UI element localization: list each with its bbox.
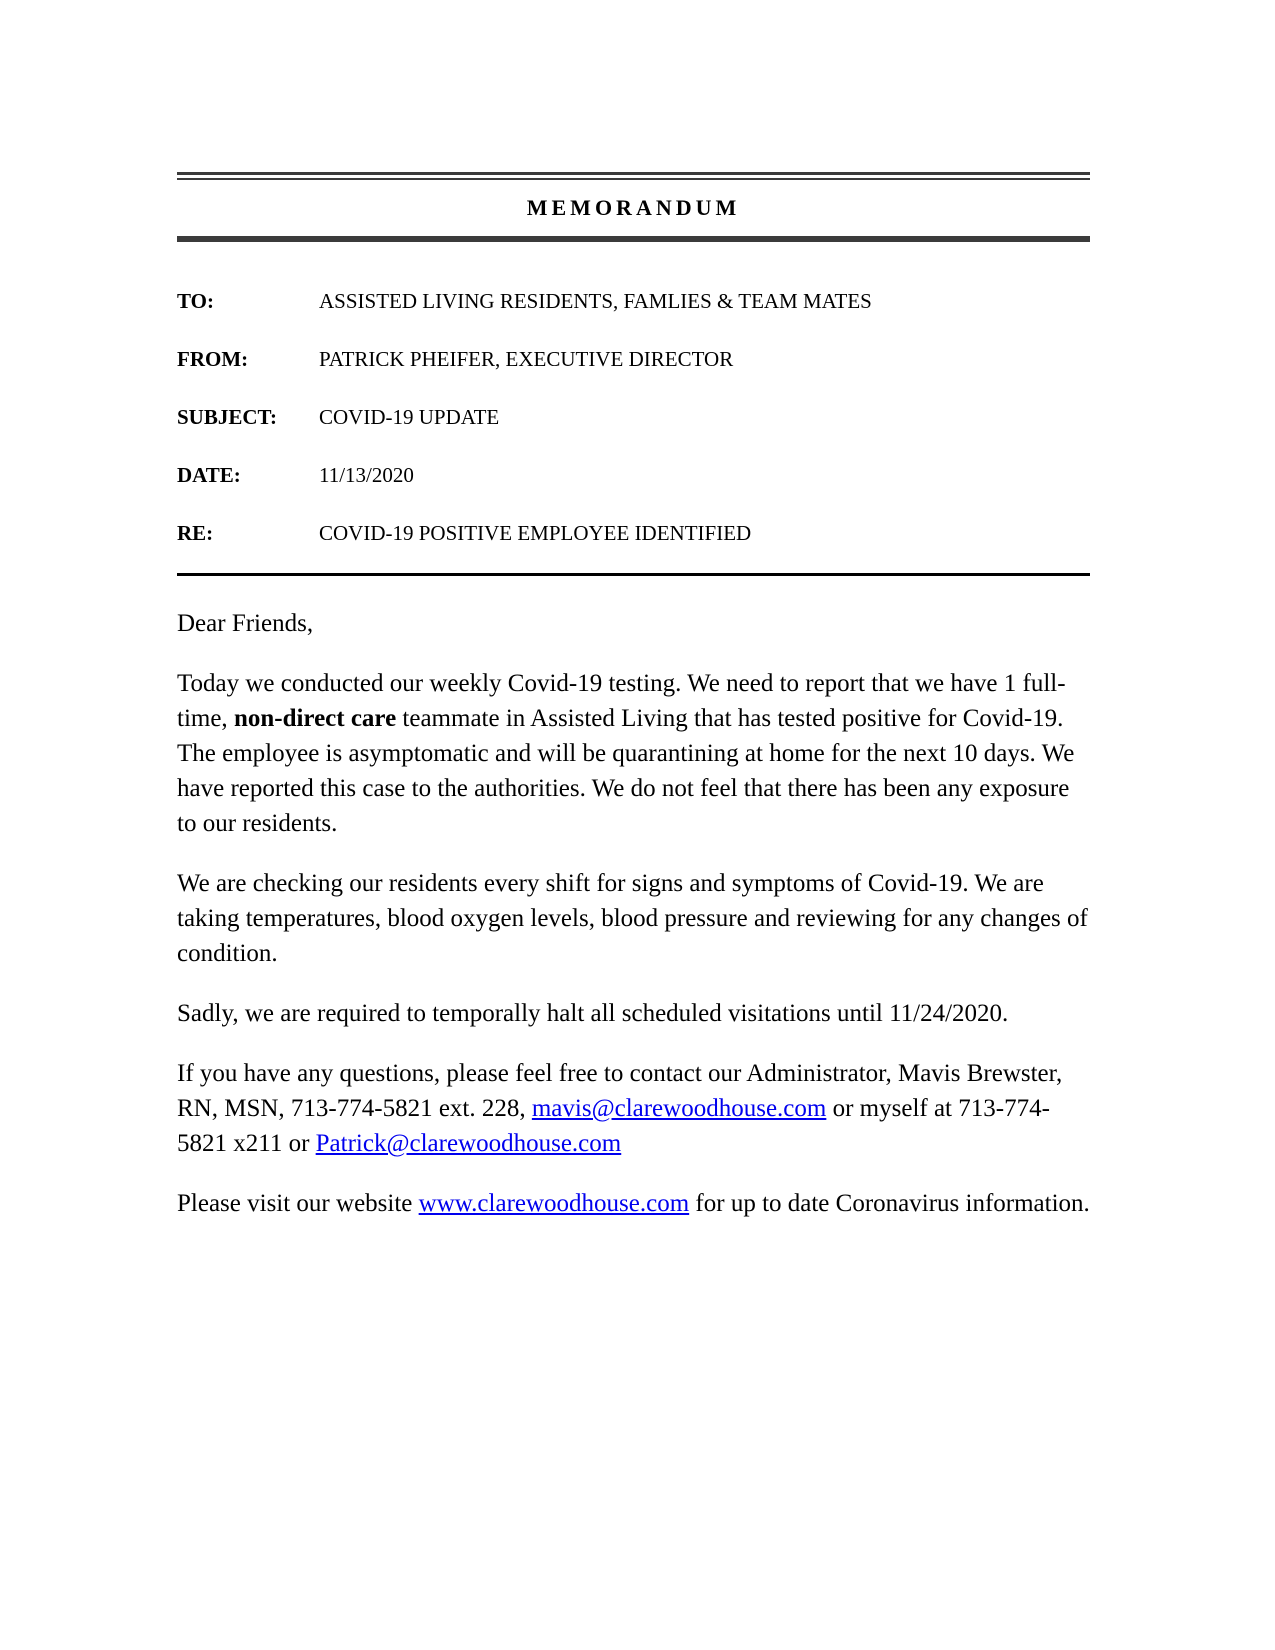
field-value: 11/13/2020 [319,463,414,487]
mavis-email-link[interactable]: mavis@clarewoodhouse.com [531,1095,827,1122]
body-paragraph [177,996,1090,1031]
field-value: COVID-19 UPDATE [319,405,500,429]
text-run: teammate in Assisted Living that has tested positive for Covid-19. The employee is asymptomatic and will be quarantining at home for the next 10 days. We have reported this case to the authorities. We do not feel that there has been any exposure to our residents. [177,705,1075,837]
text-run: Today we conducted our weekly Covid-19 testing. We need to report that we have 1 full-time, [177,670,1066,732]
field-label: SUBJECT: [177,405,277,429]
top-rule-thin-line [177,178,1090,180]
field-label: TO: [177,289,214,313]
memo-title: MEMORANDUM [526,195,741,220]
memo-header-fields [177,287,1090,547]
memo-field-row [177,403,1090,431]
body-paragraph [177,1186,1090,1221]
text-run: for up to date Coronavirus information. [689,1190,1090,1217]
text-run: If you have any questions, please feel free to contact our Administrator, Mavis Brewster, RN, MSN, 713-774-5821 ext. 228, [177,1060,1063,1122]
patrick-email-link[interactable]: Patrick@clarewoodhouse.com [315,1130,622,1157]
website-link[interactable]: www.clarewoodhouse.com [418,1190,690,1217]
text-run: or myself at 713-774-5821 x211 or [177,1095,1050,1157]
body-paragraph [177,666,1090,841]
field-label: FROM: [177,347,249,371]
bold-text-run: non-direct care [233,705,397,732]
body-paragraph [177,1056,1090,1161]
field-label: RE: [177,521,214,545]
memo-field-row [177,287,1090,315]
header-top-double-rule [177,172,1090,180]
body-paragraph [177,866,1090,971]
salutation: Dear Friends, [177,610,314,637]
text-run: Sadly, we are required to temporally halt all scheduled visitations until 11/24/2020. [177,1000,1009,1027]
field-value: PATRICK PHEIFER, EXECUTIVE DIRECTOR [319,347,734,371]
text-run: Please visit our website [177,1190,419,1217]
body-divider-rule [177,573,1090,576]
header-bottom-rule [177,236,1090,242]
memo-field-row [177,519,1090,547]
memo-field-row [177,461,1090,489]
memo-content-column [177,0,1090,1221]
text-run: We are checking our residents every shift for signs and symptoms of Covid-19. We are taking temperatures, blood oxygen levels, blood pressure and reviewing for any changes of condition. [177,870,1088,967]
field-value: ASSISTED LIVING RESIDENTS, FAMLIES & TEAM MATES [319,289,872,313]
field-label: DATE: [177,463,241,487]
field-value: COVID-19 POSITIVE EMPLOYEE IDENTIFIED [319,521,752,545]
memo-body [177,666,1090,1221]
memo-field-row [177,345,1090,373]
